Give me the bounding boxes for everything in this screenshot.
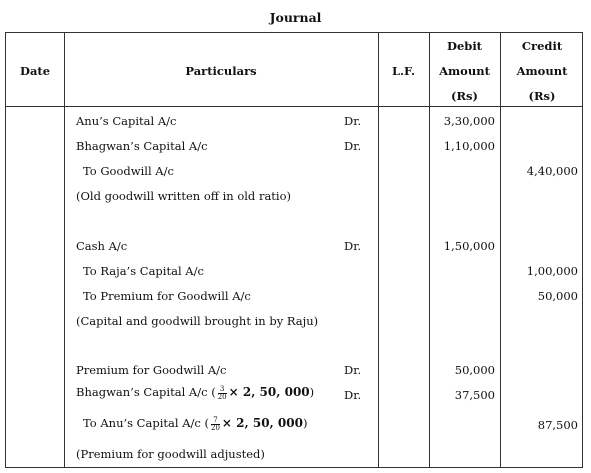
entry1-line2-dr: Dr. [344, 139, 362, 153]
entry3-line1-dr: Dr. [344, 363, 362, 377]
header-credit-1: Credit [521, 39, 563, 53]
entry3-line2-fraction: $\frac{3}{20}$ [217, 384, 227, 401]
entry3-line3-multiplier: × 2, 50, 000 [221, 416, 303, 430]
entry3-line3-credit: 87,500 [537, 418, 578, 432]
entry1-line3-account: To Goodwill A/c [83, 164, 174, 178]
divider-particulars [378, 33, 379, 467]
entry3-line2-dr: Dr. [344, 388, 362, 402]
header-divider [6, 106, 582, 107]
entry1-line1-dr: Dr. [344, 114, 362, 128]
header-lf: L.F. [391, 64, 416, 78]
entry2-narration: (Capital and goodwill brought in by Raju) [76, 314, 319, 328]
divider-date [64, 33, 65, 467]
entry2-line1-account: Cash A/c [76, 239, 128, 253]
entry3-line3-account-row [83, 416, 307, 432]
entry3-line2-account: Bhagwan’s Capital A/c [76, 385, 208, 399]
header-debit-3: (Rs) [451, 89, 478, 103]
header-particulars: Particulars [185, 64, 257, 78]
header-credit-2: Amount [516, 64, 568, 78]
entry3-line1-account: Premium for Goodwill A/c [76, 363, 227, 377]
entry2-line1-dr: Dr. [344, 239, 362, 253]
entry2-line2-credit: 1,00,000 [526, 264, 578, 278]
entry1-line3-credit: 4,40,000 [526, 164, 578, 178]
entry1-line1-debit: 3,30,000 [443, 114, 495, 128]
entry1-line1-account: Anu’s Capital A/c [76, 114, 177, 128]
entry2-line3-account: To Premium for Goodwill A/c [83, 289, 251, 303]
journal-title: Journal [269, 10, 322, 25]
entry1-narration: (Old goodwill written off in old ratio) [76, 189, 292, 203]
entry3-line3-fraction: $\frac{7}{20}$ [210, 415, 220, 432]
entry3-line2-account-row [76, 385, 314, 401]
entry1-line2-account: Bhagwan’s Capital A/c [76, 139, 208, 153]
header-date: Date [19, 64, 51, 78]
entry2-line3-credit: 50,000 [537, 289, 578, 303]
entry3-line2-debit: 37,500 [454, 388, 495, 402]
entry3-line2-multiplier: × 2, 50, 000 [228, 385, 310, 399]
entry3-line3-account: To Anu’s Capital A/c [83, 416, 201, 430]
entry3-line2-formula: ( $\frac{3}{20}$ × 2, 50, 000) [211, 384, 315, 401]
entry2-line2-account: To Raja’s Capital A/c [83, 264, 204, 278]
header-credit-3: (Rs) [528, 89, 556, 103]
journal-table [5, 32, 583, 468]
entry3-line1-debit: 50,000 [454, 363, 495, 377]
entry1-line2-debit: 1,10,000 [443, 139, 495, 153]
header-debit-2: Amount [439, 64, 490, 78]
entry3-line3-formula: ( $\frac{7}{20}$ × 2, 50, 000) [204, 415, 308, 432]
entry3-narration: (Premium for goodwill adjusted) [76, 447, 265, 461]
header-debit-1: Debit [446, 39, 482, 53]
entry2-line1-debit: 1,50,000 [443, 239, 495, 253]
